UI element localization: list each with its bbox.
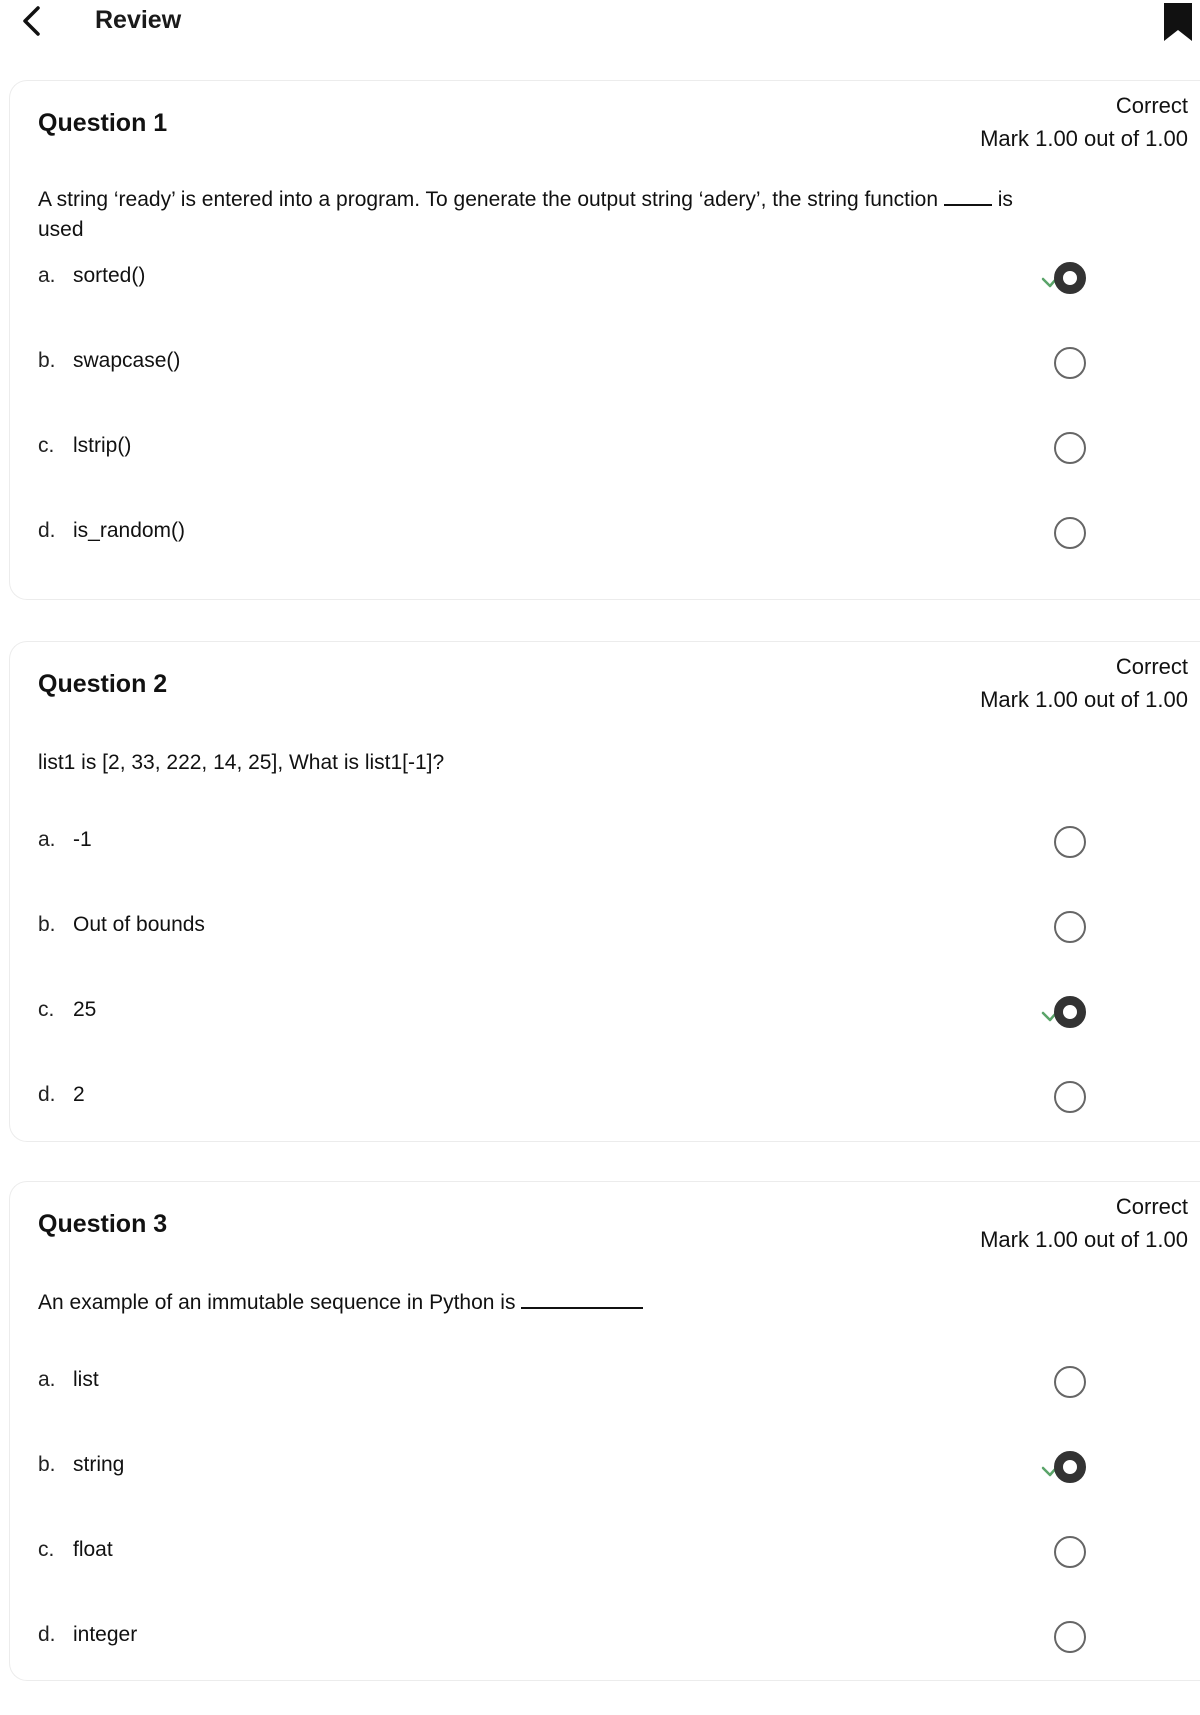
option-c[interactable] [38, 1528, 1188, 1578]
option-letter: b. [38, 1453, 56, 1476]
question-card-1 [9, 80, 1200, 600]
question-text [38, 185, 1168, 245]
option-b[interactable] [38, 903, 1188, 953]
radio-button[interactable] [1054, 347, 1086, 379]
question-text [38, 1288, 1168, 1318]
radio-button[interactable] [1054, 432, 1086, 464]
option-label: integer [73, 1623, 138, 1646]
question-card-3 [9, 1181, 1200, 1681]
mark-label: Mark 1.00 out of 1.00 [980, 126, 1188, 151]
option-letter: d. [38, 519, 56, 542]
option-a[interactable] [38, 254, 1188, 304]
question-title: Question 2 [38, 670, 168, 698]
question-status [980, 1190, 1188, 1256]
option-letter: c. [38, 1538, 55, 1561]
question-text-part3: used [38, 218, 84, 241]
option-label: 25 [73, 998, 97, 1021]
option-d[interactable] [38, 1073, 1188, 1123]
radio-button[interactable] [1054, 1621, 1086, 1653]
top-bar [0, 0, 1200, 48]
question-text-part2: is [997, 188, 1013, 211]
option-d[interactable] [38, 1613, 1188, 1663]
question-title: Question 1 [38, 109, 168, 137]
option-letter: d. [38, 1083, 56, 1106]
option-label: 2 [73, 1083, 85, 1106]
option-c[interactable] [38, 424, 1188, 474]
bookmark-icon [1163, 2, 1193, 42]
option-label: -1 [73, 828, 92, 851]
option-label: Out of bounds [73, 913, 205, 936]
mark-label: Mark 1.00 out of 1.00 [980, 687, 1188, 712]
option-b[interactable] [38, 1443, 1188, 1493]
status-label: Correct [1115, 654, 1188, 679]
radio-button[interactable] [1054, 1451, 1086, 1483]
option-label: lstrip() [73, 434, 132, 457]
radio-button[interactable] [1054, 826, 1086, 858]
page-title: Review [95, 6, 182, 34]
chevron-left-icon [20, 5, 42, 37]
answer-blank [944, 203, 992, 206]
status-label: Correct [1115, 93, 1188, 118]
answer-blank [521, 1306, 643, 1309]
radio-button[interactable] [1054, 262, 1086, 294]
radio-button[interactable] [1054, 1536, 1086, 1568]
question-title: Question 3 [38, 1210, 168, 1238]
option-letter: a. [38, 828, 56, 851]
option-letter: a. [38, 1368, 56, 1391]
option-b[interactable] [38, 339, 1188, 389]
option-label: is_random() [73, 519, 186, 542]
option-letter: c. [38, 434, 55, 457]
question-text: list1 is [2, 33, 222, 14, 25], What is list1[-1]? [38, 751, 445, 774]
option-a[interactable] [38, 1358, 1188, 1408]
radio-button[interactable] [1054, 911, 1086, 943]
status-label: Correct [1115, 1194, 1188, 1219]
question-text-part1: An example of an immutable sequence in Python is [38, 1291, 516, 1314]
mark-label: Mark 1.00 out of 1.00 [980, 1227, 1188, 1252]
radio-button[interactable] [1054, 996, 1086, 1028]
option-label: string [73, 1453, 125, 1476]
option-letter: a. [38, 264, 56, 287]
question-status [980, 650, 1188, 716]
radio-button[interactable] [1054, 517, 1086, 549]
radio-button[interactable] [1054, 1081, 1086, 1113]
option-label: list [73, 1368, 99, 1391]
back-button[interactable] [14, 4, 48, 38]
option-label: swapcase() [73, 349, 181, 372]
option-label: float [73, 1538, 113, 1561]
option-letter: c. [38, 998, 55, 1021]
option-letter: b. [38, 349, 56, 372]
question-status [980, 89, 1188, 155]
question-card-2 [9, 641, 1200, 1142]
option-letter: d. [38, 1623, 56, 1646]
option-c[interactable] [38, 988, 1188, 1038]
radio-button[interactable] [1054, 1366, 1086, 1398]
option-letter: b. [38, 913, 56, 936]
question-text-part1: A string ‘ready’ is entered into a program. To generate the output string ‘adery’, the string function [38, 188, 939, 211]
option-d[interactable] [38, 509, 1188, 559]
bookmark-button[interactable] [1158, 0, 1198, 44]
option-a[interactable] [38, 818, 1188, 868]
option-label: sorted() [73, 264, 146, 287]
